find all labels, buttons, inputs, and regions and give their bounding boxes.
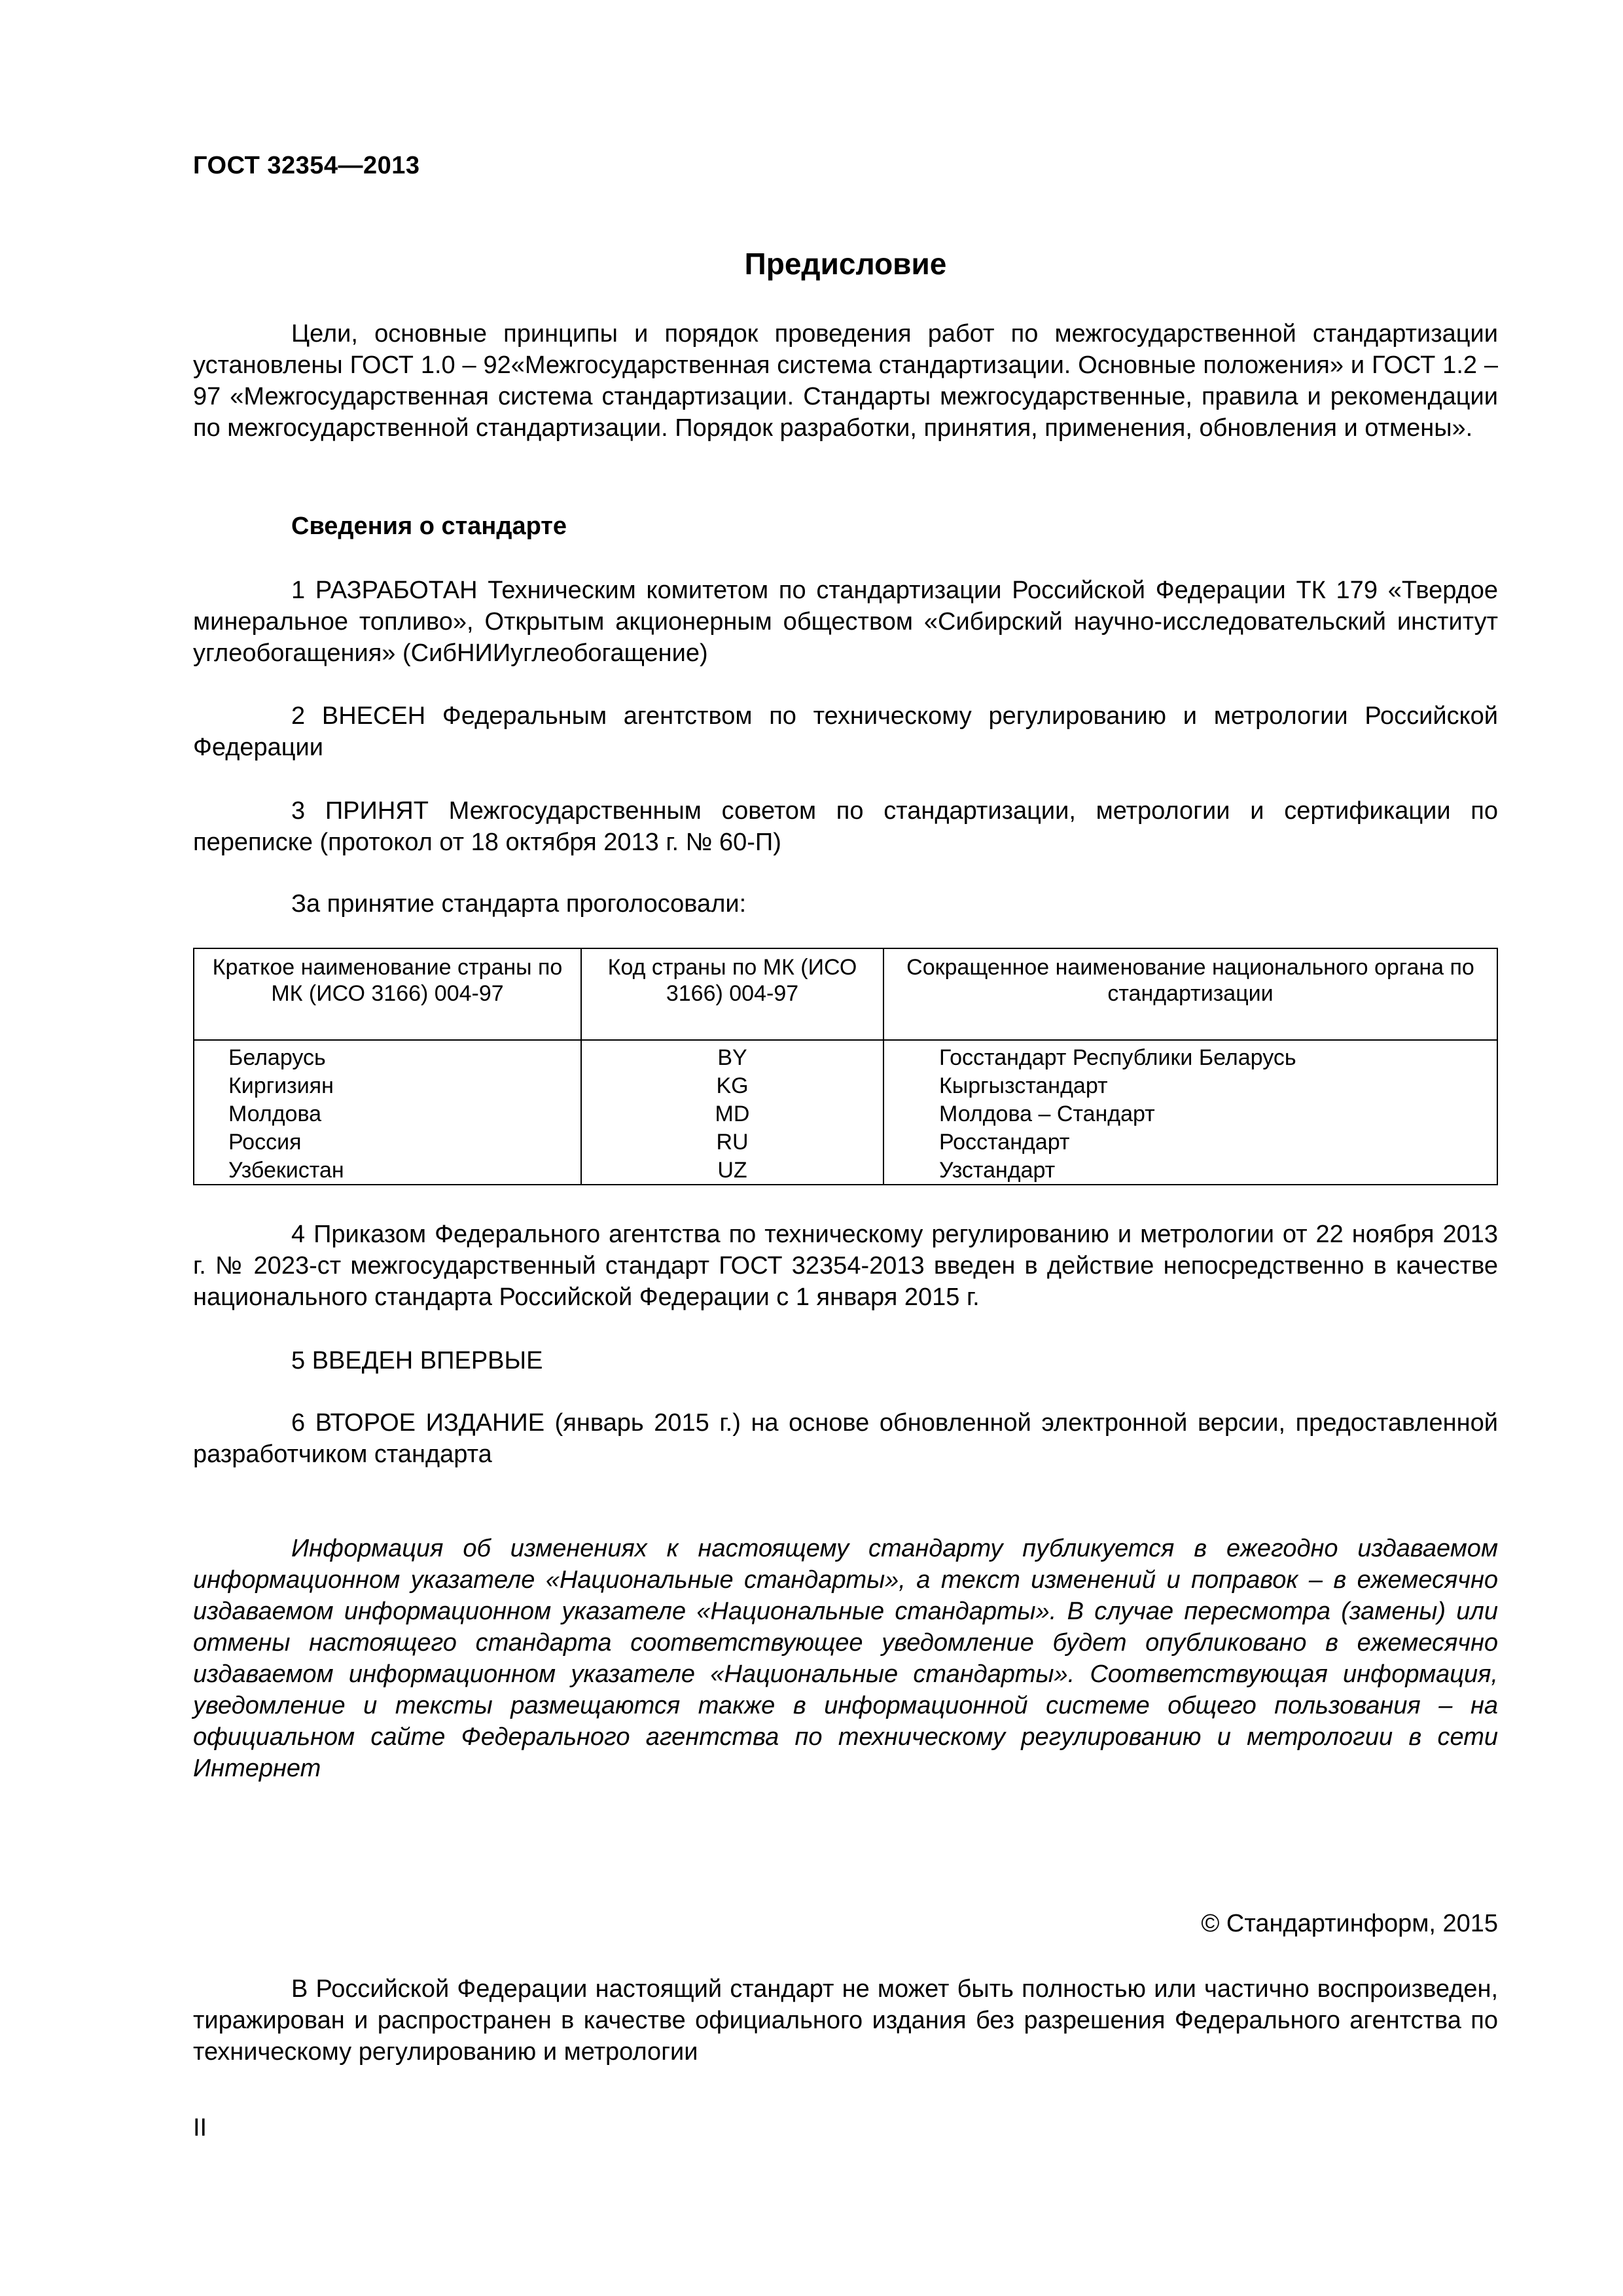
copyright-line: © Стандартинформ, 2015 bbox=[1201, 1910, 1498, 1937]
table-cell-code: UZ bbox=[581, 1156, 883, 1185]
table-cell-country: Молдова bbox=[194, 1100, 581, 1128]
table-cell-org: Росстандарт bbox=[883, 1128, 1497, 1156]
table-row bbox=[194, 1100, 1497, 1128]
table-header-code: Код страны по МК (ИСО 3166) 004-97 bbox=[581, 948, 883, 1040]
table-cell-country: Россия bbox=[194, 1128, 581, 1156]
document-page bbox=[193, 0, 1498, 2296]
table-cell-org: Узстандарт bbox=[883, 1156, 1497, 1185]
table-cell-code: BY bbox=[581, 1040, 883, 1071]
intro-paragraph: Цели, основные принципы и порядок проведения работ по межгосударственной стандартизации установлены ГОСТ 1.0 – 92«Межгосударственная система стандартизации. Основные положения» и ГОСТ 1.2 – 97 «Межгосударственная система стандартизации. Стандарты межгосударственные, правила и рекомендации по межгосударственной стандартизации. Порядок разработки, принятия, применения, обновления и отмены». bbox=[193, 320, 1498, 442]
table-row bbox=[194, 1128, 1497, 1156]
item-submitted: 2 ВНЕСЕН Федеральным агентством по техническому регулированию и метрологии Российской Федерации bbox=[193, 702, 1498, 761]
table-header-org: Сокращенное наименование национального органа по стандартизации bbox=[883, 948, 1497, 1040]
table-cell-country: Киргизиян bbox=[194, 1071, 581, 1100]
page-title: Предисловие bbox=[744, 247, 947, 281]
item-second-edition: 6 ВТОРОЕ ИЗДАНИЕ (январь 2015 г.) на основе обновленной электронной версии, предоставленной разработчиком стандарта bbox=[193, 1409, 1498, 1468]
table-cell-country: Узбекистан bbox=[194, 1156, 581, 1185]
page-number: II bbox=[193, 2114, 207, 2142]
table-cell-org: Кыргызстандарт bbox=[883, 1071, 1497, 1100]
table-row bbox=[194, 1040, 1497, 1071]
item-order: 4 Приказом Федерального агентства по техническому регулированию и метрологии от 22 ноября 2013 г. № 2023-ст межгосударственный стандарт ГОСТ 32354-2013 введен в действие непосредственно в качестве национального стандарта Российской Федерации с 1 января 2015 г. bbox=[193, 1221, 1498, 1311]
table-row bbox=[194, 1156, 1497, 1185]
table-cell-country: Беларусь bbox=[194, 1040, 581, 1071]
item-developed: 1 РАЗРАБОТАН Техническим комитетом по стандартизации Российской Федерации ТК 179 «Твердое минеральное топливо», Открытым акционерным обществом «Сибирский научно-исследовательский институт углеобогащения» (СибНИИуглеобогащение) bbox=[193, 577, 1498, 667]
info-heading: Сведения о стандарте bbox=[291, 512, 567, 540]
table-row bbox=[194, 1071, 1497, 1100]
table-cell-code: MD bbox=[581, 1100, 883, 1128]
restriction-paragraph: В Российской Федерации настоящий стандарт не может быть полностью или частично воспроизведен, тиражирован и распространен в качестве официального издания без разрешения Федерального агентства по техническому регулированию и метрологии bbox=[193, 1975, 1498, 2066]
voting-table bbox=[193, 948, 1498, 1185]
changes-notice: Информация об изменениях к настоящему стандарту публикуется в ежегодно издаваемом информационном указателе «Национальные стандарты», а текст изменений и поправок – в ежемесячно издаваемом информационном указателе «Национальные стандарты». В случае пересмотра (замены) или отмены настоящего стандарта соответствующее уведомление будет опубликовано в ежемесячно издаваемом информационном указателе «Национальные стандарты». Соответствующая информация, уведомление и тексты размещаются также в информационной системе общего пользования – на официальном сайте Федерального агентства по техническому регулированию и метрологии в сети Интернет bbox=[193, 1535, 1498, 1782]
item-first-introduced: 5 ВВЕДЕН ВПЕРВЫЕ bbox=[291, 1347, 543, 1374]
table-cell-org: Молдова – Стандарт bbox=[883, 1100, 1497, 1128]
table-cell-code: KG bbox=[581, 1071, 883, 1100]
table-header-row bbox=[194, 948, 1497, 1040]
table-cell-org: Госстандарт Республики Беларусь bbox=[883, 1040, 1497, 1071]
item-adopted: 3 ПРИНЯТ Межгосударственным советом по стандартизации, метрологии и сертификации по переписке (протокол от 18 октября 2013 г. № 60-П) bbox=[193, 797, 1498, 856]
voted-intro: За принятие стандарта проголосовали: bbox=[291, 890, 747, 918]
standard-code-header: ГОСТ 32354—2013 bbox=[193, 152, 420, 179]
table-cell-code: RU bbox=[581, 1128, 883, 1156]
table-header-country: Краткое наименование страны по МК (ИСО 3166) 004-97 bbox=[194, 948, 581, 1040]
